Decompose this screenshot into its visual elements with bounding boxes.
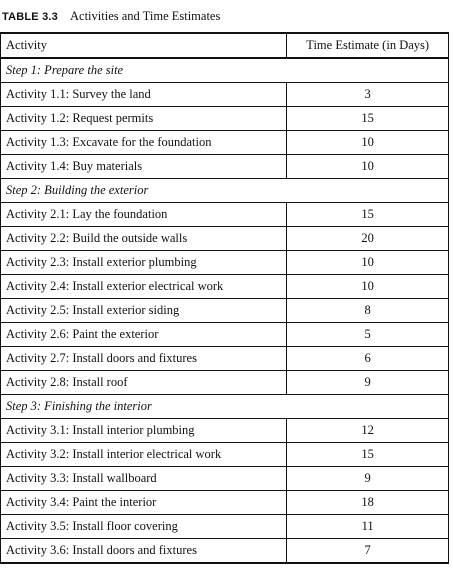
time-column-header: Time Estimate (in Days) [287,33,449,58]
activity-cell: Activity 3.6: Install doors and fixtures [1,539,287,564]
days-cell: 15 [287,203,449,227]
table-title: Activities and Time Estimates [70,9,221,23]
activity-cell: Activity 2.3: Install exterior plumbing [1,251,287,275]
activity-cell: Activity 2.7: Install doors and fixtures [1,347,287,371]
activity-cell: Activity 3.1: Install interior plumbing [1,419,287,443]
table-row [1,203,449,227]
days-cell: 10 [287,275,449,299]
step-row [1,395,449,419]
days-cell: 20 [287,227,449,251]
days-cell: 11 [287,515,449,539]
table-row [1,251,449,275]
activity-cell: Activity 3.4: Paint the interior [1,491,287,515]
table-row [1,299,449,323]
table-row [1,107,449,131]
table-row [1,515,449,539]
days-cell: 9 [287,371,449,395]
days-cell: 6 [287,347,449,371]
days-cell: 8 [287,299,449,323]
activity-cell: Activity 2.1: Lay the foundation [1,203,287,227]
activity-cell: Activity 1.4: Buy materials [1,155,287,179]
table-row [1,419,449,443]
activities-table [0,32,449,564]
activity-cell: Activity 2.5: Install exterior siding [1,299,287,323]
activity-cell: Activity 3.3: Install wallboard [1,467,287,491]
activity-cell: Activity 3.2: Install interior electrical work [1,443,287,467]
table-row [1,371,449,395]
days-cell: 10 [287,131,449,155]
activity-cell: Activity 1.3: Excavate for the foundation [1,131,287,155]
activity-cell: Activity 1.1: Survey the land [1,83,287,107]
activity-cell: Activity 3.5: Install floor covering [1,515,287,539]
table-row [1,275,449,299]
table-row [1,467,449,491]
activity-cell: Activity 2.6: Paint the exterior [1,323,287,347]
table-row [1,443,449,467]
days-cell: 10 [287,251,449,275]
step-title: Step 3: Finishing the interior [1,395,449,419]
activity-cell: Activity 2.4: Install exterior electrical work [1,275,287,299]
table-row [1,83,449,107]
table-caption [2,9,442,29]
days-cell: 15 [287,443,449,467]
table-row [1,491,449,515]
table-row [1,131,449,155]
days-cell: 3 [287,83,449,107]
days-cell: 7 [287,539,449,564]
days-cell: 10 [287,155,449,179]
table-row [1,155,449,179]
table-row [1,347,449,371]
table-row [1,323,449,347]
table-number: TABLE 3.3 [2,11,58,23]
activity-column-header: Activity [1,33,287,58]
table-row [1,227,449,251]
step-row [1,179,449,203]
activity-cell: Activity 2.8: Install roof [1,371,287,395]
days-cell: 5 [287,323,449,347]
step-row [1,58,449,83]
step-title: Step 1: Prepare the site [1,58,449,83]
days-cell: 15 [287,107,449,131]
table-row [1,539,449,564]
step-title: Step 2: Building the exterior [1,179,449,203]
header-row [1,33,449,58]
activity-cell: Activity 1.2: Request permits [1,107,287,131]
days-cell: 12 [287,419,449,443]
days-cell: 18 [287,491,449,515]
activity-cell: Activity 2.2: Build the outside walls [1,227,287,251]
days-cell: 9 [287,467,449,491]
